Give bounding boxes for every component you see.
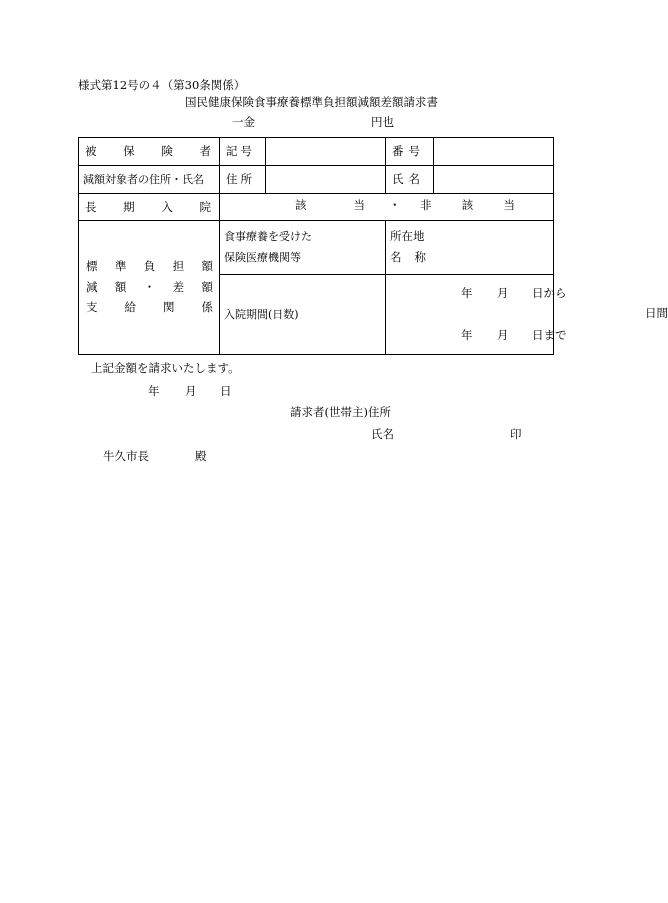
section-label-3-char-2: 関 [163, 300, 175, 315]
section-label-2-char-0: 減 [86, 279, 98, 294]
symbol-value-field[interactable] [266, 138, 386, 166]
section-label-3-char-0: 支 [86, 300, 98, 315]
applicable-char-1[interactable]: 当 [353, 198, 365, 213]
section-label-1-char-2: 負 [143, 259, 156, 274]
section-label-2-char-4: 額 [201, 279, 213, 294]
address-label-cell [220, 166, 266, 194]
long-term-label-char-2: 入 [161, 199, 173, 214]
facility-label-line-1: 食事療養を受けた [224, 230, 312, 244]
request-text: 上記金額を請求いたします。 [91, 361, 240, 375]
applicable-char-0[interactable]: 該 [295, 198, 307, 213]
not-applicable-char-0[interactable]: 非 [420, 198, 432, 213]
seal-mark: 印 [510, 427, 522, 441]
facility-label-cell [220, 221, 386, 274]
not-applicable-char-2[interactable]: 当 [503, 198, 515, 213]
facility-row [79, 221, 554, 274]
facility-value-cell[interactable] [386, 221, 554, 274]
section-label-3-char-3: 係 [201, 300, 213, 315]
period-from-day: 日から [532, 286, 567, 301]
form-number: 様式第12号の４（第30条関係） [78, 78, 246, 92]
number-label-char-0: 番 [392, 143, 404, 158]
facility-location-label: 所在地 [390, 228, 425, 243]
insured-label-char-1: 保 [123, 143, 135, 158]
section-label-1-char-4: 額 [201, 259, 213, 274]
period-to-day: 日まで [532, 328, 567, 343]
symbol-label-cell [220, 138, 266, 166]
name-label-char-0: 氏 [392, 171, 404, 186]
section-label-1-char-1: 準 [114, 259, 127, 274]
date-day: 日 [220, 384, 232, 398]
document-title: 国民健康保険食事療養標準負担額減額差額請求書 [185, 95, 438, 109]
address-value-field[interactable] [266, 166, 386, 194]
period-value-cell[interactable] [386, 274, 668, 354]
symbol-label-char-1: 号 [240, 143, 252, 158]
honorific: 殿 [195, 449, 207, 463]
name-value-field[interactable] [434, 166, 554, 194]
period-days: 日間 [645, 306, 668, 321]
section-label-2-char-1: 額 [114, 279, 127, 294]
insured-label-char-0: 被 [85, 143, 97, 158]
target-person-row [79, 166, 554, 194]
number-value-field[interactable] [434, 138, 554, 166]
address-label-char-0: 住 [226, 171, 238, 186]
requester-address-label: 請求者(世帯主)住所 [290, 405, 391, 419]
insured-label-cell [79, 138, 220, 166]
section-label-3-char-1: 給 [124, 300, 136, 315]
name-label-char-1: 名 [408, 171, 420, 186]
period-to-month: 月 [497, 328, 509, 343]
number-label-char-1: 号 [408, 143, 420, 158]
period-label: 入院期間(日数) [224, 307, 299, 321]
long-term-label-char-1: 期 [123, 199, 135, 214]
amount-prefix: 一金 [232, 115, 255, 129]
address-label-char-1: 所 [240, 171, 252, 186]
section-label-2-char-2: ・ [143, 279, 156, 294]
section-label-cell [79, 221, 220, 355]
section-label-1-char-0: 標 [86, 259, 98, 274]
requester-name-label: 氏名 [371, 427, 394, 441]
option-separator: ・ [389, 198, 401, 213]
amount-suffix: 円也 [371, 115, 394, 129]
insured-row [79, 138, 554, 166]
target-person-label: 減額対象者の住所・氏名 [83, 172, 204, 186]
number-label-cell [386, 138, 434, 166]
facility-name-char-0: 名 [390, 250, 402, 265]
long-term-row [79, 194, 554, 221]
target-person-label-cell [79, 166, 220, 194]
facility-name-char-1: 称 [414, 250, 426, 265]
long-term-options-cell [220, 194, 554, 221]
date-year: 年 [148, 384, 160, 398]
period-from-year: 年 [461, 286, 473, 301]
period-label-cell [220, 274, 386, 354]
long-term-label-char-3: 院 [199, 199, 211, 214]
claim-form-table [78, 137, 668, 355]
facility-label-line-2: 保険医療機関等 [224, 251, 301, 265]
addressee: 牛久市長 [103, 449, 149, 463]
insured-label-char-2: 険 [161, 143, 173, 158]
section-label-2-char-3: 差 [172, 279, 185, 294]
date-month: 月 [185, 384, 197, 398]
symbol-label-char-0: 記 [226, 143, 238, 158]
not-applicable-char-1[interactable]: 該 [461, 198, 474, 213]
period-from-month: 月 [497, 286, 509, 301]
name-label-cell [386, 166, 434, 194]
insured-label-char-3: 者 [199, 143, 211, 158]
long-term-label-cell [79, 194, 220, 221]
period-to-year: 年 [461, 328, 473, 343]
section-label-1-char-3: 担 [172, 259, 185, 274]
long-term-label-char-0: 長 [85, 199, 97, 214]
